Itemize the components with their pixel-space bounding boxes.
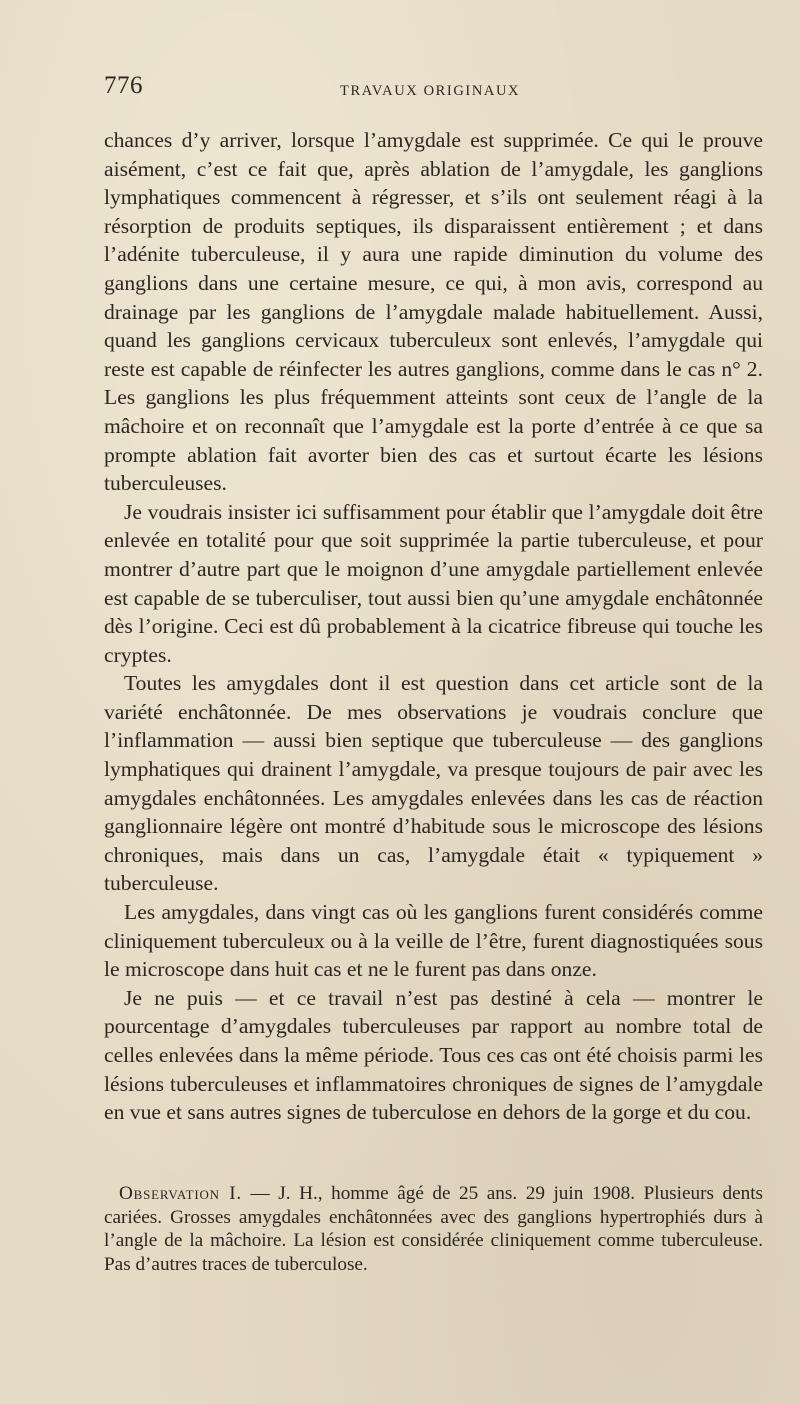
paragraph: Les amygdales, dans vingt cas où les ganglions furent considérés comme cliniquement tuberculeux ou à la veille de l’être, furent diagnostiquées sous le microscope dans huit cas et ne le furent pas dans onze. [104, 900, 763, 982]
page-number: 776 [104, 72, 143, 99]
observation-block [104, 1182, 763, 1276]
body-text [104, 126, 763, 1127]
page-header [104, 72, 764, 106]
paragraph: Je ne puis — et ce travail n’est pas destiné à cela — montrer le pourcentage d’amygdales tuberculeuses par rapport au nombre total de celles enlevées dans la même période. Tous ces cas ont été choisis parmi les lésions tuberculeuses et inflammatoires chroniques de signes de l’amygdale en vue et sans autres signes de tuberculose en dehors de la gorge et du cou. [104, 985, 763, 1125]
observation-text: — J. H., homme âgé de 25 ans. 29 juin 1908. Plusieurs dents cariées. Grosses amygdales enchâtonnées avec des ganglions hypertrophiés durs à l’angle de la mâchoire. La lésion est considérée cliniquement comme tuberculeuse. Pas d’autres traces de tuberculose. [104, 1183, 764, 1275]
paragraph: Je voudrais insister ici suffisamment pour établir que l’amygdale doit être enlevée en totalité pour que soit supprimée la partie tuberculeuse, et pour montrer d’autre part que le moignon d’une amygdale partiellement enlevée est capable de se tuberculiser, tout aussi bien qu’une amygdale enchâtonnée dès l’origine. Ceci est dû probablement à la cicatrice fibreuse qui touche les cryptes. [104, 499, 763, 667]
observation-paragraph [104, 1182, 763, 1276]
running-head: TRAVAUX ORIGINAUX [340, 83, 521, 99]
observation-label: Observation I. [119, 1183, 242, 1204]
paragraph: Toutes les amygdales dont il est question dans cet article sont de la variété enchâtonnée. De mes observations je voudrais conclure que l’inflammation — aussi bien septique que tuberculeuse — des ganglions lymphatiques qui drainent l’amygdale, va presque toujours de pair avec les amygdales enchâtonnées. Les amygdales enlevées dans les cas de réaction ganglionnaire légère ont montré d’habitude sous le microscope des lésions chroniques, mais dans un cas, l’amygdale était « typiquement » tuberculeuse. [104, 671, 763, 896]
paragraph-continuation: chances d’y arriver, lorsque l’amygdale est supprimée. Ce qui le prouve aisément, c’est ce fait que, après ablation de l’amygdale, les ganglions lymphatiques commencent à régresser, et s’ils ont seulement réagi à la résorption de produits septiques, ils disparaissent entièrement ; et dans l’adénite tuberculeuse, il y aura une rapide diminution du volume des ganglions dans une certaine mesure, ce qui, à mon avis, correspond au drainage par les ganglions de l’amygdale malade habituellement. Aussi, quand les ganglions cervicaux tuberculeux sont enlevés, l’amygdale qui reste est capable de réinfecter les autres ganglions, comme dans le cas n° 2. Les ganglions les plus fréquemment atteints sont ceux de l’angle de la mâchoire et on reconnaît que l’amygdale est la porte d’entrée à ce que sa prompte ablation fait avorter bien des cas et surtout écarte les lésions tuberculeuses. [104, 128, 763, 496]
